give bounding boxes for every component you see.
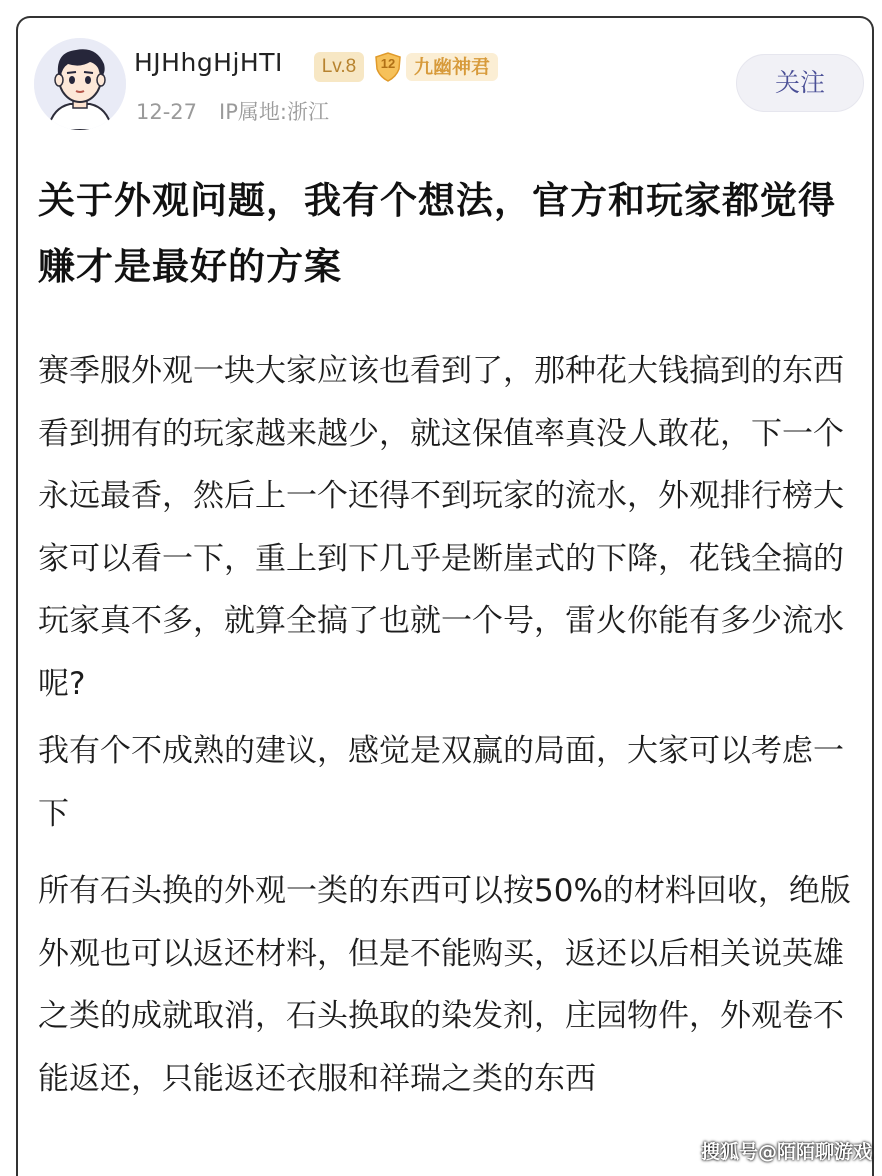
level-badge: Lv.8 [314, 52, 364, 82]
post-date: 12-27 [136, 100, 198, 124]
title-badge [372, 50, 498, 84]
avatar[interactable] [34, 38, 126, 130]
post-paragraph: 我有个不成熟的建议，感觉是双赢的局面，大家可以考虑一下 [38, 733, 844, 832]
gold-shield-badge-icon [372, 51, 404, 83]
cartoon-boy-avatar-icon [34, 38, 126, 130]
watermark: 搜狐号@陌陌聊游戏 [700, 1141, 872, 1163]
title-badge-label: 九幽神君 [406, 53, 498, 81]
post-meta [136, 96, 329, 126]
ip-location: IP属地:浙江 [219, 100, 329, 124]
post-paragraph: 赛季服外观一块大家应该也看到了，那种花大钱搞到的东西看到拥有的玩家越来越少，就这保值率真没人敢花，下一个永远最香，然后上一个还得不到玩家的流水，外观排行榜大家可以看一下，重上到下几乎是断崖式的下降，花钱全搞的玩家真不多，就算全搞了也就一个号，雷火你能有多少流水呢? [38, 353, 844, 702]
post-title: 关于外观问题，我有个想法，官方和玩家都觉得赚才是最好的方案 [38, 179, 836, 288]
title-badge-number: 12 [380, 56, 396, 71]
post-card [16, 16, 874, 1176]
follow-button[interactable]: 关注 [736, 54, 864, 112]
username[interactable]: HJHhgHjHTI [134, 48, 283, 77]
post-paragraph: 所有石头换的外观一类的东西可以按50%的材料回收，绝版外观也可以返还材料，但是不能购买，返还以后相关说英雄之类的成就取消，石头换取的染发剂，庄园物件，外观卷不能返还，只能返还衣服和祥瑞之类的东西 [38, 873, 851, 1097]
